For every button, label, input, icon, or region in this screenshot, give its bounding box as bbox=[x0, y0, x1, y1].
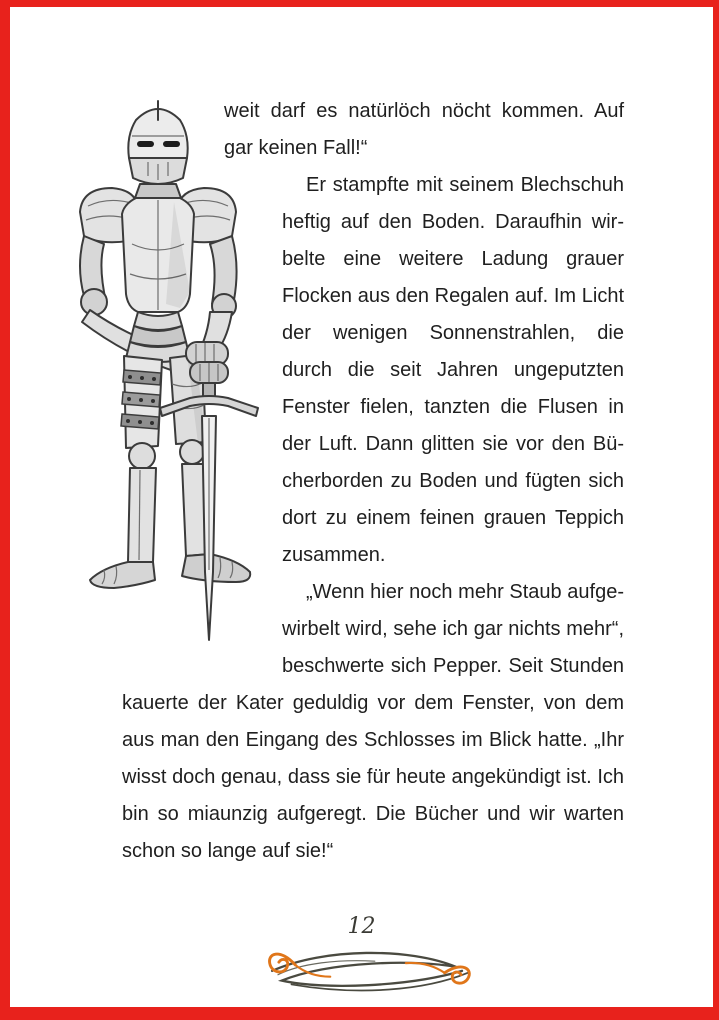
page-number: 12 bbox=[347, 914, 376, 939]
paragraph: weit darf es natürlöch nöcht kommen. Auf gar keinen Fall!“ bbox=[224, 100, 624, 159]
paragraph: Er stampfte mit seinem Blechschuh heftig auf den Boden. Daraufhin wirbelte eine weitere Ladung grauer Flocken aus den Regalen auf. Im Licht der wenigen Sonnenstrahlen, die durch die seit Jahren ungeputzten Fenster fielen, tanzten die Flusen in der Luft. Dann glitten sie vor den Bücherborden zu Boden und fügten sich dort zu einem feinen grauen Teppich zusammen. bbox=[282, 174, 624, 566]
paragraph: „Wenn hier noch mehr Staub aufgewirbelt wird, sehe ich gar nichts mehr“, beschwerte sich Pepper. Seit Stunden kauerte der Kater geduldig vor dem Fenster, von dem aus man den Eingang des Schlosses im Blick hatte. „Ihr wisst doch genau, dass sie für heute angekündigt ist. Ich bin so miaunzig aufgeregt. Die Bücher und wir warten schon so lange auf sie!“ bbox=[122, 581, 624, 862]
illustration-spacer-main bbox=[122, 167, 282, 649]
illustration-spacer-top bbox=[122, 93, 224, 167]
flourish-icon bbox=[259, 936, 479, 998]
page-footer bbox=[10, 912, 713, 1002]
text-block bbox=[122, 93, 624, 870]
